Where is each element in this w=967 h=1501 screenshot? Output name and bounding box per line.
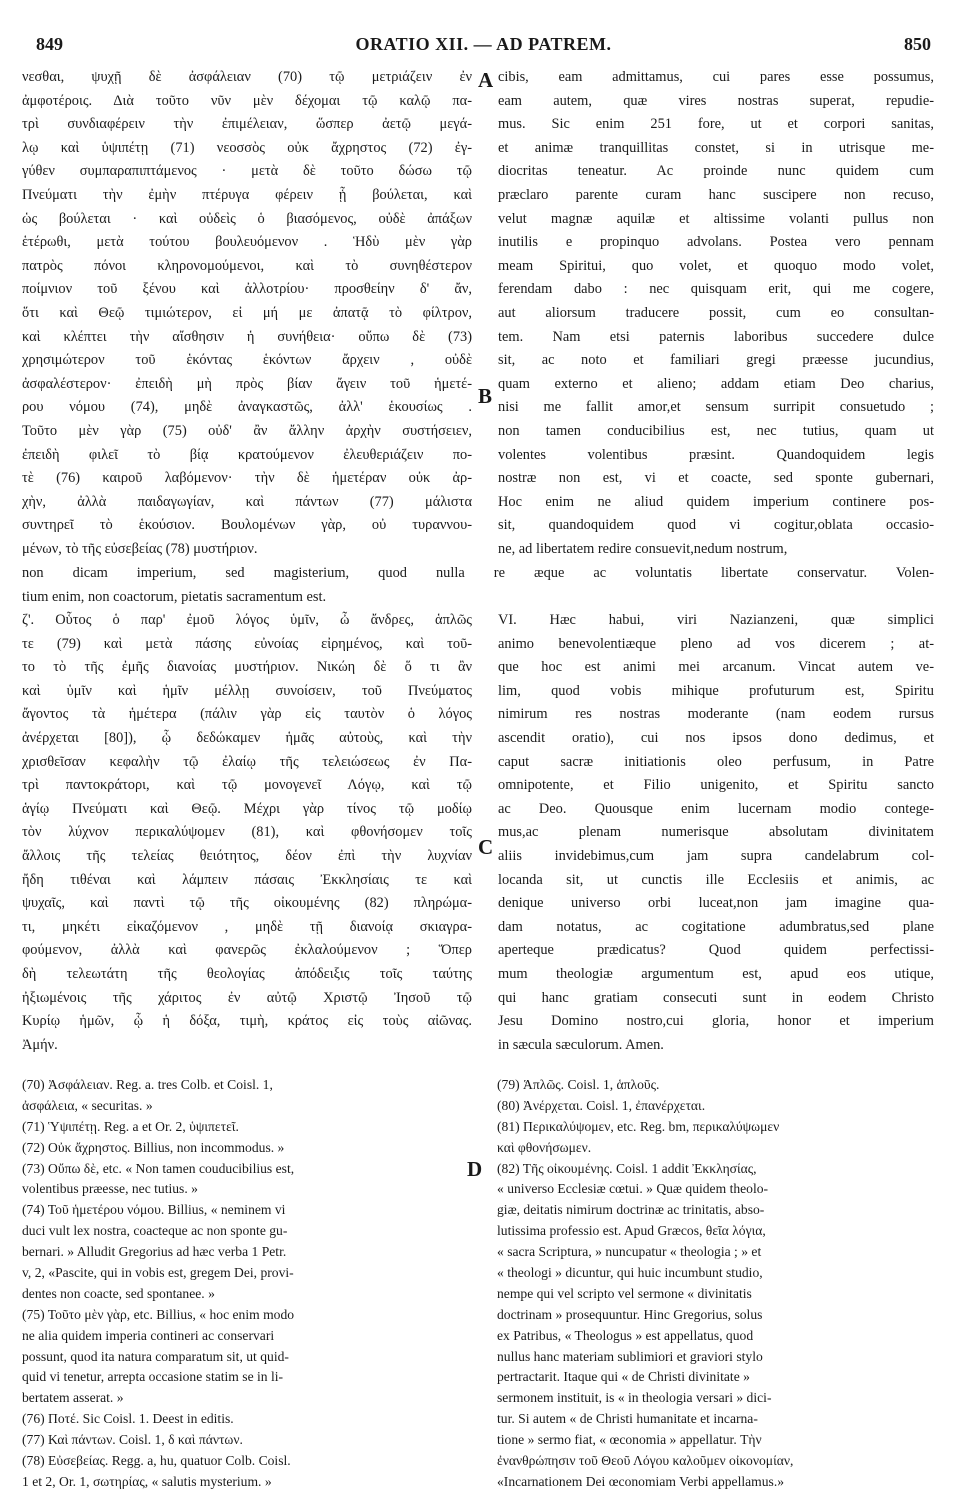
page-number-right: 850 — [904, 34, 931, 54]
text-line: quam externo et alieno; addam etiam Deo charius, — [498, 375, 934, 392]
text-line: doctrinam » prosequuntur. Hinc Gregorius, solus — [497, 1306, 763, 1322]
text-line: τρὶ παντοκράτορι, καὶ τῷ μονογενεῖ Λόγῳ, καὶ τῷ — [22, 777, 472, 794]
text-line: giæ, deitatis nimirum doctrinæ ac trinitatis, abso- — [497, 1202, 765, 1218]
text-line: dam notatus, ac cogitatione adumbratus,sed plane — [498, 918, 934, 935]
text-line: aperteque prædicatus? Quod quidem perfectissi- — [498, 942, 934, 959]
text-line: το τὸ τῆς ἐμῆς διανοίας μυστήριον. Νικώη δὲ ὅ τι ἂν — [22, 659, 472, 676]
section-marker-d: D — [467, 1157, 483, 1181]
text-line: mus. Sic enim 251 fore, ut et corpori sanitas, — [498, 116, 934, 133]
text-line: diocritas teneatur. Ac proinde nunc quidem cum — [498, 163, 934, 180]
text-line: χὴν, ἀλλὰ παιδαγωγίαν, καὶ πάντων (77) μάλιστα — [22, 493, 472, 510]
text-line: λῳ καὶ ὑψιπέτῃ (71) νεοσσὸς οὐκ ἄχρηστος (72) ἐγ- — [22, 139, 472, 156]
text-line: ἄλλοις τῆς τελείας θειότητος, δέον ἐπὶ τὴν λυχνίαν — [22, 847, 472, 864]
text-line: Πνεύματι τὴν ἐμὴν πτέρυγα φέρειν ᾗ βούλεται, καὶ — [22, 186, 472, 203]
text-line: caput sacræ initiationis oleo perfusum, in Patre — [498, 753, 934, 770]
text-line: Jesu Domino nostro,cui gloria, honor et imperium — [498, 1013, 934, 1030]
footnotes-right — [497, 1075, 934, 1493]
text-line: duci vult lex nostra, coacteque ac non sponte gu- — [22, 1223, 288, 1239]
text-line: volentes volentibus præsint. Quandoquidem legis — [498, 446, 934, 463]
text-line: τι, μηκέτι εἰκαζόμενον , μηδὲ τῇ διανοίᾳ σκιαγρα- — [22, 918, 472, 935]
text-line: ποίμνιον τοῦ ξένου καὶ ἀλλοτρίου· προσθείην δ' ἄν, — [22, 281, 472, 298]
text-line: ἐπειδὴ φιλεῖ τὸ βίᾳ κρατούμενον ἐλευθεριάζειν πο- — [22, 446, 472, 463]
text-line: ρου νόμου (74), μηδὲ ἀναγκαστῶς, ἀλλ' ἑκουσίως . — [22, 399, 472, 416]
text-line: ζ'. Οὗτος ὁ παρ' ἐμοῦ λόγος ὑμῖν, ὦ ἄνδρες, ἁπλῶς — [22, 612, 472, 628]
text-line: (78) Εὐσεβείας. Regg. a, hu, quatuor Colb. Coisl. — [22, 1453, 291, 1469]
text-line: animo benevolentiæque pleno ad vos dicerem ; at- — [498, 635, 934, 652]
text-line: τε (79) καὶ μετὰ πάσης εὐνοίας εἰρημένος, καὶ τοῦ- — [22, 635, 472, 652]
text-line: lutissima professio est. Apud Græcos, θεῖα λόγια, — [497, 1223, 766, 1239]
text-line: Ἀμήν. — [22, 1036, 58, 1053]
section-marker-b: B — [478, 384, 493, 408]
text-line: ferendam dabo : nec quisquam erit, qui me cogere, — [498, 281, 934, 298]
text-line: (71) Ὑψιπέτῃ. Reg. a et Or. 2, ὑψιπετεῖ. — [22, 1118, 239, 1134]
running-title: ORATIO XII. — AD PATREM. — [355, 34, 612, 54]
text-line: dentes non coacte, sed spontanee. » — [22, 1285, 215, 1301]
text-line: ἀσφαλέστερον· ἐπειδὴ μὴ πρὸς βίαν ἄγειν τοῦ ἡμετέ- — [22, 375, 472, 392]
text-line: συντηρεῖ τὸ ἑκούσιον. Βουλομένων γὰρ, οὐ τυραννου- — [22, 517, 472, 534]
text-line: χρησιμώτερον τοῦ ἑκόντας ἑκόντων ἄρχειν , οὐδὲ — [22, 352, 472, 369]
page-number-left: 849 — [36, 34, 63, 54]
text-line: (75) Τοῦτο μὲν γὰρ, etc. Billius, « hoc enim modo — [22, 1306, 295, 1322]
greek-column-upper — [22, 66, 472, 561]
text-line: inutilis e propinquo advolans. Postea vero pennam — [498, 234, 934, 251]
text-line: φούμενον, ἀλλὰ καὶ φανερῶς ἐκλαλούμενον ; Ὅπερ — [22, 942, 472, 959]
text-line: (70) Ἀσφάλειαν. Reg. a. tres Colb. et Coisl. 1, — [22, 1077, 273, 1092]
text-line: in sæcula sæculorum. Amen. — [498, 1036, 664, 1053]
text-line: sermonem instituit, is « in theologia versari » dici- — [497, 1390, 772, 1406]
text-line: ἄγοντος τὰ ἡμέτερα (πάλιν γὰρ εἰς ταυτὸν ὁ λόγος — [22, 706, 472, 723]
section-marker-a: A — [478, 68, 494, 92]
text-line: ne alia quidem imperia contineri ac conservari — [22, 1327, 275, 1343]
text-line: ἀσφάλεια, « securitas. » — [22, 1097, 153, 1113]
text-line: denique universo orbi luceat,non jam imagine qua- — [498, 895, 934, 912]
text-line: non dicam imperium, sed magisterium, quod nulla re æque ac voluntatis libertate conservatur. Volen- — [22, 565, 934, 581]
text-line: (77) Καὶ πάντων. Coisl. 1, δ καὶ πάντων. — [22, 1432, 243, 1448]
section-marker-c: C — [478, 835, 494, 859]
text-line: bernari. » Alludit Gregorius ad hæc verba 1 Petr. — [22, 1244, 287, 1260]
text-line: que hoc est animi mei arcanum. Vincat autem ve- — [498, 659, 934, 676]
text-line: v, 2, «Pascite, qui in vobis est, gregem Dei, provi- — [22, 1265, 294, 1281]
text-line: Τοῦτο μὲν γὰρ (75) οὐδ' ἂν ἄλλην ἀρχὴν συστήσειεν, — [22, 422, 472, 439]
text-line: ὡς βούλεται · καὶ οὐδεὶς ὁ βιασόμενος, οὐδὲ ἀπάξων — [22, 210, 472, 227]
text-line: volentibus præesse, nec tutius. » — [22, 1181, 198, 1197]
text-line: locanda sit, ut cunctis ille Ecclesiis et animis, ac — [498, 871, 934, 888]
full-width-latin — [22, 562, 934, 609]
text-line: πατρὸς πόνοι κληρονομούμενοι, καὶ τὸ συνηθέστερον — [22, 257, 472, 274]
text-line: tium enim, non coactorum, pietatis sacramentum est. — [22, 588, 327, 605]
text-line: tione » sermo fiat, « œconomia » appellatur. Τὴν — [497, 1432, 762, 1448]
text-line: ὅτι καὶ Θεῷ τιμιώτερον, εἰ μή με ἀπατᾷ τὸ φίλτρον, — [22, 304, 472, 321]
text-line: καὶ κλέπτει τὴν αἴσθησιν ἡ συνήθεια· οὔπω δὲ (73) — [22, 328, 472, 345]
text-line: καὶ ὑμῖν καὶ ἡμῖν μέλλῃ συνοίσειν, τοῦ Πνεύματος — [22, 682, 472, 699]
greek-column-lower — [22, 609, 472, 1057]
text-line: nimirum res nostras moderante (nam eodem rursus — [498, 706, 934, 723]
text-line: τρὶ συνδιαφέρειν τὴν ἐπιμέλειαν, ὥσπερ ἀετῷ μεγά- — [22, 116, 472, 133]
text-line: nempe qui vel scripto vel sermone « divinitatis — [497, 1285, 752, 1301]
text-line: tem. Nam etsi paternis laboribus succedere dulce — [498, 328, 934, 345]
text-line: ἐνανθρώπησιν τοῦ Θεοῦ Λόγου καλοῦμεν οἰκονομίαν, — [497, 1453, 794, 1469]
text-line: (73) Οὔπω δὲ, etc. « Non tamen couducibilius est, — [22, 1160, 295, 1176]
text-line: sit, ac noto et familiari gregi præesse jucundius, — [498, 352, 934, 369]
text-line: ἀνέρχεται [80]), ᾧ δεδώκαμεν ἡμᾶς αὐτοὺς, καὶ τὴν — [22, 729, 472, 746]
text-line: ἠξιωμένοις τῆς χάριτος ἐν αὐτῷ Χριστῷ Ἰησοῦ τῷ — [22, 989, 472, 1006]
text-line: δὴ τελεωτάτη τῆς θεολογίας ἀπόδειξις τοῖς ταύτης — [22, 965, 472, 982]
text-line: nisi me fallit amor,et sensum surripit consuetudo ; — [498, 399, 934, 416]
text-line: eam autem, quæ vires nostras superat, repudie- — [498, 92, 934, 109]
text-line: (79) Ἁπλῶς. Coisl. 1, ἁπλοῦς. — [497, 1077, 660, 1092]
text-line: (76) Ποτέ. Sic Coisl. 1. Deest in editis. — [22, 1411, 234, 1427]
text-line: sit, quandoquidem quod vi cogitur,oblata occasio- — [498, 517, 934, 534]
text-line: VI. Hæc habui, viri Nazianzeni, quæ simplici — [498, 612, 934, 628]
text-line: non tamen conducibilius est, nec tutius, quam ut — [498, 422, 934, 439]
text-line: ac Deo. Quousque enim lucernam modio contege- — [498, 800, 934, 817]
text-line: Κυρίῳ ἡμῶν, ᾧ ἡ δόξα, τιμὴ, κράτος εἰς τοὺς αἰῶνας. — [22, 1013, 472, 1030]
text-line: possunt, quod ita natura comparatum sit, ut quid- — [22, 1348, 289, 1364]
text-line: « universo Ecclesiæ cœtui. » Quæ quidem theolo- — [497, 1181, 769, 1197]
text-line: meam Spiritui, quo volet, et quoquo modo volet, — [498, 257, 934, 274]
text-line: ἑτέρωθι, μετὰ τούτου βουλευόμενον . Ἡδὺ μὲν γὰρ — [22, 234, 472, 251]
text-line: « theologi » dicuntur, qui huic incumbunt studio, — [497, 1265, 763, 1281]
text-line: μένων, τὸ τῆς εὐσεβείας (78) μυστήριον. — [22, 540, 258, 557]
text-line: aliis invidebimus,cum jam supra candelabrum col- — [498, 847, 934, 864]
text-line: ascendit oratio), cui nos ipsos dono dedimus, et — [498, 729, 934, 746]
text-line: νεσθαι, ψυχῇ δὲ ἀσφάλειαν (70) τῷ μετριάζειν ἐν — [22, 69, 472, 85]
text-line: τὲ (76) καιροῦ λαβόμενον· τὴν δὲ ἡμετέραν οὐκ ἀρ- — [22, 470, 472, 487]
text-line: omnipotente, et Filio unigenito, et Spiritu sancto — [498, 777, 934, 794]
text-line: (72) Οὐκ ἄχρηστος. Billius, non incommodus. » — [22, 1139, 285, 1155]
text-line: ἁγίῳ Πνεύματι καὶ Θεῷ. Μέχρι γὰρ τίνος τῷ μοδίῳ — [22, 800, 472, 817]
text-line: ψυχαῖς, καὶ παντὶ τῷ τῆς οἰκουμένης (82) πληρώμα- — [22, 895, 472, 912]
text-line: Hoc enim ne aliud quidem imperium continere pos- — [498, 493, 934, 510]
text-line: quid vi tenetur, arrepta occasione statim se in li- — [22, 1369, 284, 1385]
text-line: (74) Τοῦ ἡμετέρου νόμου. Billius, « neminem vi — [22, 1202, 286, 1218]
text-line: mum theologiæ argumentum est, apud eos utique, — [498, 965, 934, 982]
text-line: « sacra Scriptura, » nuncupatur « theologia ; » et — [497, 1244, 762, 1260]
text-line: γύθεν συμπαραπιπτάμενος · μετὰ δὲ τοῦτο δώσω τῷ — [22, 163, 472, 180]
text-line: τὸν λύχνον περικαλύψομεν (81), καὶ φθονήσομεν τοῖς — [22, 824, 472, 841]
text-line: cibis, eam admittamus, cui pares esse possumus, — [498, 69, 934, 85]
footnotes-left — [22, 1075, 462, 1493]
text-line: nullus hanc materiam sublimiori et graviori stylo — [497, 1348, 763, 1364]
text-line: (82) Τῆς οἰκουμένης. Coisl. 1 addit Ἐκκλησίας, — [497, 1160, 757, 1176]
text-line: et animæ tranquillitas constet, si in utrisque me- — [498, 139, 934, 156]
text-line: ne, ad libertatem redire consuevit,nedum nostrum, — [498, 540, 788, 557]
text-line: bertatem asserat. » — [22, 1390, 124, 1406]
text-line: qui hanc gratiam consecuti sunt in eodem Christo — [498, 989, 934, 1006]
text-line: mus,ac plenam numerisque absolutam divinitatem — [498, 824, 934, 841]
text-line: nostræ non est, vi et coacte, sed sponte gubernari, — [498, 470, 934, 487]
text-line: velut magnæ aquilæ et altissime volanti pullus non — [498, 210, 934, 227]
text-line: lim, quod vobis mihique profuturum est, Spiritu — [498, 682, 934, 699]
text-line: aut aliorsum traducere possit, cum eo consultan- — [498, 304, 934, 321]
text-line: pertractarit. Itaque qui « de Christi divinitate » — [497, 1369, 750, 1385]
text-line: ex Patribus, « Theologus » est appellatus, quod — [497, 1327, 754, 1343]
text-line: χρισθεῖσαν κεφαλὴν τῷ ἐλαίῳ τῆς τελειώσεως ἐν Πα- — [22, 753, 472, 770]
text-line: καὶ φθονήσωμεν. — [497, 1139, 592, 1155]
running-header — [36, 34, 931, 64]
text-line: præclaro parente curam hanc suscipere non recuso, — [498, 186, 934, 203]
text-line: «Incarnationem Dei œconomiam Verbi appellamus.» — [497, 1473, 785, 1489]
text-line: 1 et 2, Or. 1, σωτηρίας, « salutis mysterium. » — [22, 1473, 272, 1489]
latin-column-upper — [498, 66, 934, 561]
text-line: tur. Si autem « de Christi humanitate et incarna- — [497, 1411, 758, 1427]
text-line: ἤδη τιθέναι καὶ λάμπειν πάσαις Ἐκκλησίαις τε καὶ — [22, 871, 472, 888]
text-line: (81) Περικαλύψομεν, etc. Reg. bm, περικαλύψωμεν — [497, 1118, 780, 1134]
latin-column-lower — [498, 609, 934, 1057]
text-line: (80) Ἀνέρχεται. Coisl. 1, ἐπανέρχεται. — [497, 1097, 706, 1113]
text-line: ἀμφοτέροις. Διὰ τοῦτο νῦν μὲν δέχομαι τῷ καλῷ πα- — [22, 92, 472, 109]
